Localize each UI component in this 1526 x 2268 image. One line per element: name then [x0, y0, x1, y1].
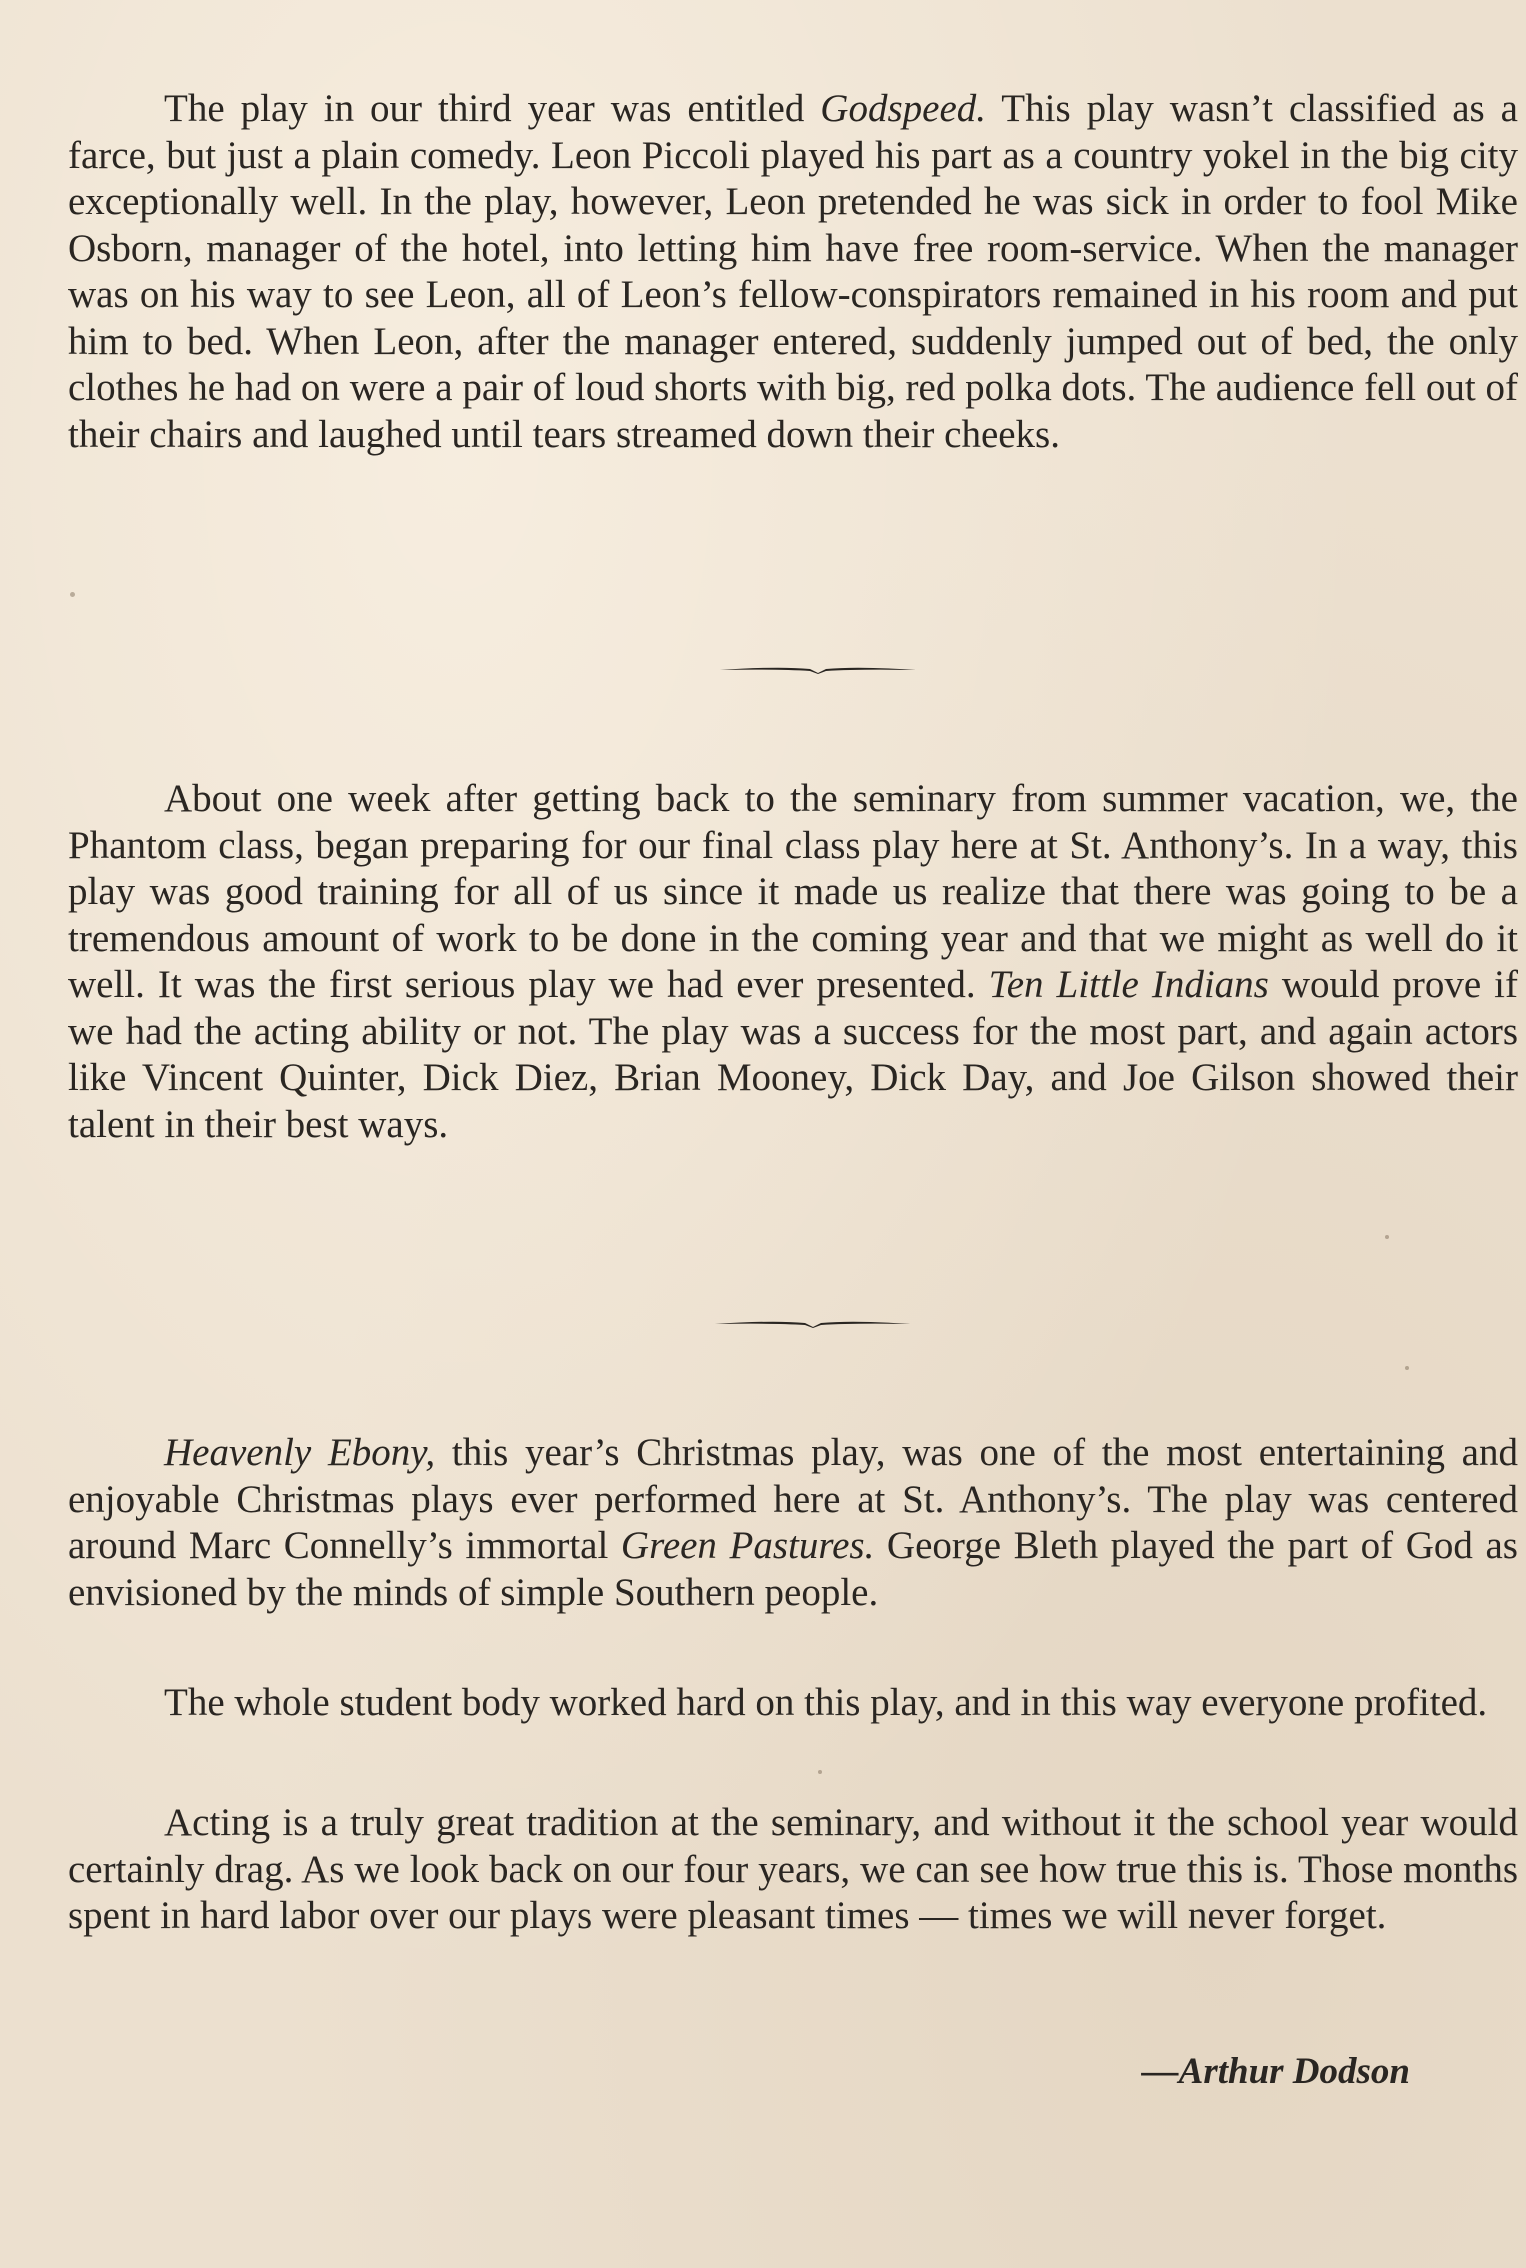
paragraph-text: this year’s Christmas play, was one of the most entertaining and enjoyable Christmas plays ever performed here at St. Anthony’s. The play was centered around Marc Connelly’s immortal [68, 1431, 1518, 1567]
paragraph-text: would prove if we had the acting ability or not. The play was a success for the most part, and again actors like Vincent Quinter, Dick Diez, Brian Mooney, Dick Day, and Joe Gilson showed their talent in their best ways. [68, 963, 1519, 1146]
paper-speck [1405, 1366, 1409, 1370]
paragraph-acting-tradition: Acting is a truly great tradition at the seminary, and without it the school year would certainly drag. As we look back on our four years, we can see how true this is. Those months spent in hard labor over our plays were pleasant times — times we will never forget. [68, 1801, 1518, 1937]
author-signature: —Arthur Dodson [1141, 2051, 1410, 2092]
ornamental-divider [718, 663, 918, 677]
play-title-green-pastures: Green Pastures. [620, 1524, 875, 1567]
paper-speck [70, 592, 75, 597]
play-title-ten-little-indians: Ten Little Indians [988, 963, 1269, 1006]
paragraph-heavenly-ebony [68, 1430, 1518, 1616]
play-title-godspeed: Godspeed. [820, 87, 987, 130]
paragraph-godspeed [68, 86, 1518, 458]
paragraph-text: George Bleth played the part of God as envisioned by the minds of simple Southern people. [68, 1524, 1518, 1614]
paragraph-ten-little-indians [68, 776, 1518, 1148]
paragraph-text: About one week after getting back to the seminary from summer vacation, we, the Phantom class, began preparing for our final class play here at St. Anthony’s. In a way, this play was good training for all of us since it made us realize that there was going to be a tremendous amount of work to be done in the coming year and that we might as well do it well. It was the first serious play we had ever presented. [68, 777, 1518, 1006]
paragraph-text: The play in our third year was entitled [164, 87, 821, 130]
paragraph-student-body: The whole student body worked hard on this play, and in this way everyone profited. [164, 1681, 1488, 1724]
play-title-heavenly-ebony: Heavenly Ebony, [164, 1431, 436, 1474]
paper-speck [1385, 1235, 1389, 1239]
paper-speck [818, 1770, 822, 1774]
ornamental-divider [713, 1317, 913, 1331]
paragraph-text: This play wasn’t classified as a farce, but just a plain comedy. Leon Piccoli played his part as a country yokel in the big city exceptionally well. In the play, however, Leon pretended he was sick in order to fool Mike Osborn, manager of the hotel, into letting him have free room-service. When the manager was on his way to see Leon, all of Leon’s fellow-conspirators remained in his room and put him to bed. When Leon, after the manager entered, suddenly jumped out of bed, the only clothes he had on were a pair of loud shorts with big, red polka dots. The audience fell out of their chairs and laughed until tears streamed down their cheeks. [68, 87, 1518, 456]
